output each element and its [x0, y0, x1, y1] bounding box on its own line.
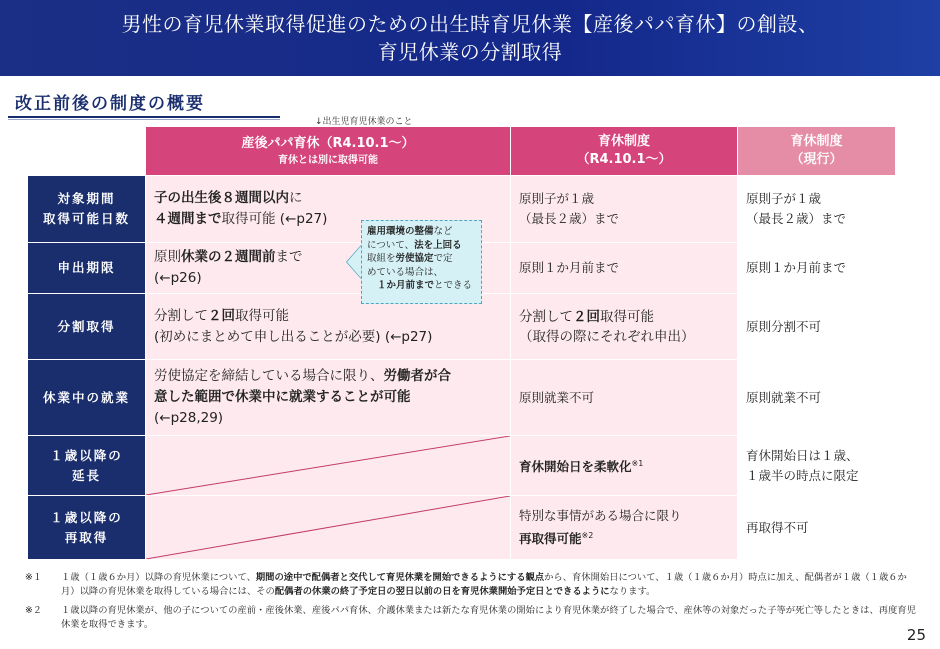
cell-current-retake: 再取得不可 — [738, 496, 896, 560]
bold-text: ４週間まで — [154, 211, 222, 227]
callout-box — [361, 220, 482, 304]
text: １歳（１歳６か月）以降の育児休業について、 — [61, 572, 256, 583]
cell-current-deadline: 原則１か月前まで — [738, 243, 896, 294]
footnote-2 — [25, 604, 920, 632]
cell-current-period — [738, 176, 896, 243]
row-label-extension — [28, 436, 146, 496]
text: めている場合は、 — [367, 266, 444, 278]
text: に — [289, 190, 303, 206]
text: 労使協定を締結している場合に限り、 — [154, 368, 384, 384]
diagonal-line — [146, 436, 510, 495]
footnote-text: １歳以降の育児休業が、他の子についての産前・産後休業、産後パパ育休、介護休業または新たな育児休業の開始により育児休業が終了した場合で、産休等の対象だった子等が死亡等したときは、再度育児休業を取得できます。 — [61, 605, 916, 630]
text: 取得可能 — [235, 307, 289, 324]
comparison-table — [27, 126, 896, 560]
header-new-sub: （R4.10.1～） — [576, 152, 672, 167]
header-papa-title: 産後パパ育休（R4.10.1～） — [241, 135, 415, 151]
bold-text: １か月前まで — [377, 280, 435, 291]
diagonal-line — [146, 496, 510, 559]
header-blank-cell — [28, 127, 146, 176]
table-row — [28, 496, 896, 560]
row-label-period — [28, 176, 146, 243]
bold-text: 労働者が合 — [383, 368, 451, 384]
table-row — [28, 436, 896, 496]
row-label-split: 分割取得 — [28, 294, 146, 360]
bold-text: 育休開始日を柔軟化 — [519, 459, 632, 475]
text: 特別な事情がある場合に限り — [519, 507, 682, 523]
footnote-mark: ※１ — [25, 572, 43, 583]
text: １歳半の時点に限定 — [746, 467, 859, 483]
text: とできる — [434, 280, 473, 291]
text: など — [433, 226, 453, 237]
header-new-title: 育休制度 — [597, 134, 650, 149]
row-label-line: １歳以降の — [50, 447, 123, 463]
cell-new-period — [511, 176, 738, 243]
bold-text: 労使協定 — [395, 253, 434, 264]
table-row — [28, 360, 896, 436]
table-header-row — [28, 127, 896, 176]
bold-text: 意した範囲で休業中に就業することが可能 — [154, 389, 411, 405]
text: (初めにまとめて申し出ることが必要) (←p27) — [154, 328, 433, 345]
section-underline — [8, 116, 280, 118]
cell-current-extension — [738, 436, 896, 496]
text: 分割して — [519, 308, 573, 325]
text: 原則 — [154, 249, 181, 265]
header-papa-ikukyu — [146, 127, 511, 176]
bold-text: 休業の２週間前 — [181, 249, 276, 265]
cell-new-extension — [511, 436, 738, 496]
page-number: 25 — [906, 626, 926, 644]
text: なります。 — [609, 586, 656, 597]
footnote-mark: ※２ — [25, 605, 43, 616]
bold-text: 子の出生後８週間以内 — [154, 190, 289, 206]
header-current-title: 育休制度 — [790, 134, 843, 149]
text: （取得の際にそれぞれ申出） — [519, 328, 695, 345]
cell-new-retake — [511, 496, 738, 560]
section-underline-light — [8, 119, 280, 120]
cell-current-work: 原則就業不可 — [738, 360, 896, 436]
text: で定 — [433, 253, 453, 264]
bold-text: 期間の途中で配偶者と交代して育児休業を開始できるようにする観点 — [255, 572, 545, 583]
bold-text: 配偶者の休業の終了予定日の翌日以前の日を育児休業開始予定日とできるように — [274, 586, 610, 597]
text: から、育休開始日について、１歳（１歳６か月）時点に加え、配偶者が１歳（１歳６か月）以降の育児休業を取得している場合には、その — [61, 572, 907, 597]
bold-text: 法を上回る — [414, 239, 462, 251]
row-label-line: 対象期間 — [57, 191, 116, 206]
text: 取得可能 (←p27) — [221, 211, 328, 227]
text: （最長２歳）まで — [519, 211, 620, 226]
slide-title-line2: 育児休業の分割取得 — [377, 40, 563, 64]
text: 原則子が１歳 — [746, 191, 822, 206]
cell-new-split — [511, 294, 738, 360]
cell-new-work: 原則就業不可 — [511, 360, 738, 436]
top-note: ↓出生児育児休業のこと — [315, 117, 413, 127]
text: 育休開始日は１歳、 — [746, 447, 859, 463]
text: (←p28,29) — [154, 410, 224, 426]
row-label-line: １歳以降の — [50, 509, 123, 525]
bold-text: 雇用環境の整備 — [367, 226, 434, 237]
header-ikukyu-new — [511, 127, 738, 176]
text: 原則子が１歳 — [519, 191, 595, 206]
bold-text: ２回 — [208, 307, 235, 324]
text: （最長２歳）まで — [746, 211, 847, 226]
footnote-1 — [25, 571, 920, 599]
header-papa-sub: 育休とは別に取得可能 — [278, 154, 378, 166]
bold-text: 再取得可能 — [519, 531, 582, 547]
bold-text: ２回 — [573, 308, 600, 325]
row-label-line: 延長 — [71, 467, 101, 483]
text: 取組を — [367, 253, 396, 264]
footnote-marker: ※2 — [581, 530, 594, 540]
slide-title-line1: 男性の育児休業取得促進のための出生時育児休業【産後パパ育休】の創設、 — [121, 12, 819, 36]
callout-arrow — [347, 246, 361, 278]
text: 分割して — [154, 307, 208, 324]
cell-papa-retake-na — [146, 496, 511, 560]
header-ikukyu-current — [738, 127, 896, 176]
footnote-marker: ※1 — [631, 458, 644, 468]
slide-header — [0, 0, 940, 76]
section-title: 改正前後の制度の概要 — [15, 94, 205, 114]
row-label-deadline: 申出期限 — [28, 243, 146, 294]
header-current-sub: （現行） — [790, 152, 843, 167]
footnotes — [25, 571, 920, 637]
cell-papa-extension-na — [146, 436, 511, 496]
cell-current-split: 原則分割不可 — [738, 294, 896, 360]
text: まで — [275, 249, 303, 265]
text: (←p26) — [154, 270, 202, 286]
footnote-text — [61, 571, 920, 599]
row-label-work: 休業中の就業 — [28, 360, 146, 436]
row-label-retake — [28, 496, 146, 560]
row-label-line: 取得可能日数 — [42, 211, 130, 226]
cell-papa-work — [146, 360, 511, 436]
row-label-line: 再取得 — [64, 529, 109, 545]
text: について、 — [367, 239, 415, 251]
text: 取得可能 — [600, 308, 654, 325]
cell-new-deadline: 原則１か月前まで — [511, 243, 738, 294]
